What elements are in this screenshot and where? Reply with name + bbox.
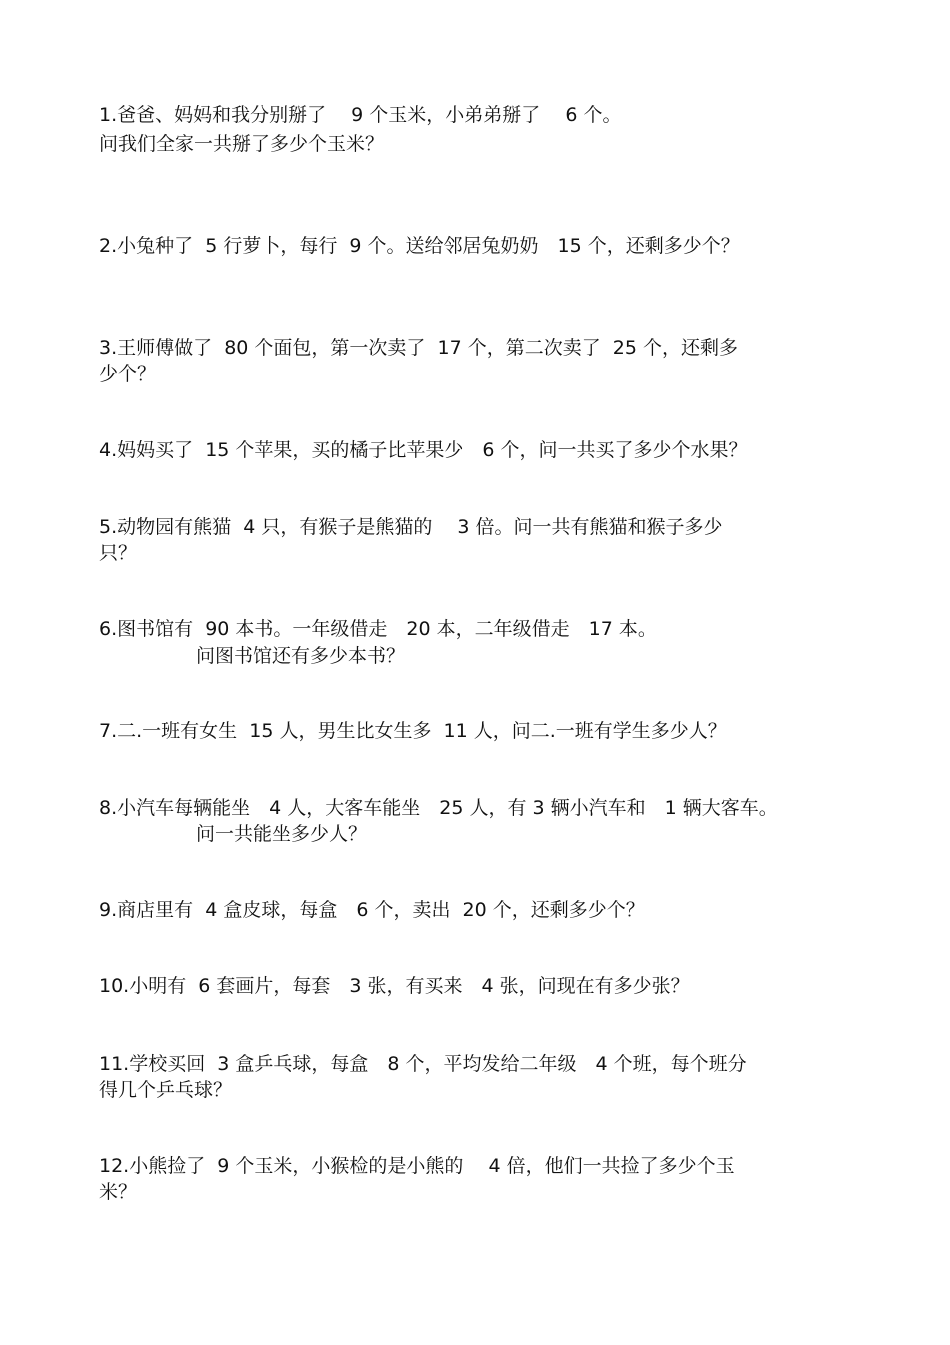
problem-3-line-2: 少个？ xyxy=(99,363,157,385)
problem-1-line-2: 问我们全家一共掰了多少个玉米？ xyxy=(99,133,385,155)
problem-12-line-2: 米？ xyxy=(99,1181,138,1203)
problem-6-line-2: 问图书馆还有多少本书？ xyxy=(196,645,406,667)
problem-6-line-1: 6.图书馆有 90 本书。一年级借走 20 本，二年级借走 17 本。 xyxy=(99,618,657,640)
problem-4-line-1: 4.妈妈买了 15 个苹果，买的橘子比苹果少 6 个，问一共买了多少个水果？ xyxy=(99,439,748,461)
problem-12-line-1: 12.小熊捡了 9 个玉米，小猴检的是小熊的 4 倍，他们一共捡了多少个玉 xyxy=(99,1155,735,1177)
problem-8-line-1: 8.小汽车每辆能坐 4 人，大客车能坐 25 人，有 3 辆小汽车和 1 辆大客车。 xyxy=(99,797,778,819)
problem-10-line-1: 10.小明有 6 套画片，每套 3 张，有买来 4 张，问现在有多少张？ xyxy=(99,975,690,997)
problem-7-line-1: 7.二.一班有女生 15 人，男生比女生多 11 人，问二.一班有学生多少人？ xyxy=(99,720,727,742)
problem-5-line-2: 只？ xyxy=(99,542,138,564)
problem-3-line-1: 3.王师傅做了 80 个面包，第一次卖了 17 个，第二次卖了 25 个，还剩多 xyxy=(99,337,739,359)
problem-11-line-1: 11.学校买回 3 盒乒乓球，每盒 8 个，平均发给二年级 4 个班，每个班分 xyxy=(99,1053,747,1075)
problem-1-line-1: 1.爸爸、妈妈和我分别掰了 9 个玉米，小弟弟掰了 6 个。 xyxy=(99,104,622,126)
problem-9-line-1: 9.商店里有 4 盒皮球，每盒 6 个，卖出 20 个，还剩多少个？ xyxy=(99,899,645,921)
problem-2-line-1: 2.小兔种了 5 行萝卜，每行 9 个。送给邻居兔奶奶 15 个，还剩多少个？ xyxy=(99,235,740,257)
problem-8-line-2: 问一共能坐多少人？ xyxy=(196,823,368,845)
problem-11-line-2: 得几个乒乓球？ xyxy=(99,1079,233,1101)
problem-5-line-1: 5.动物园有熊猫 4 只，有猴子是熊猫的 3 倍。问一共有熊猫和猴子多少 xyxy=(99,516,723,538)
